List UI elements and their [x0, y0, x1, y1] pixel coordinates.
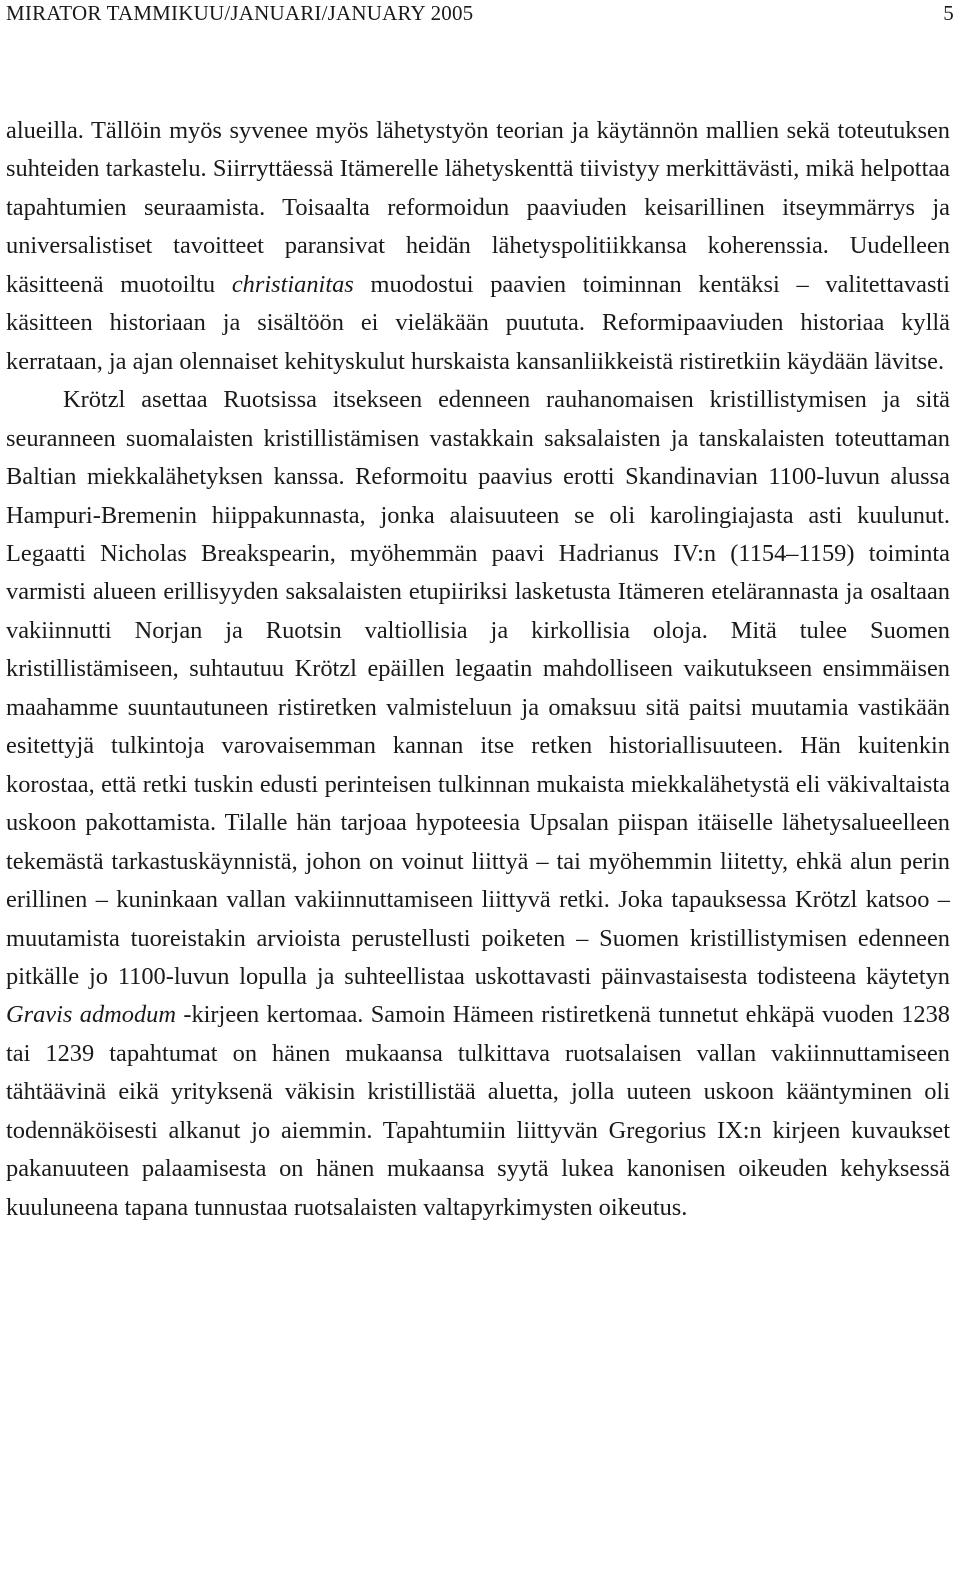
paragraph-2 [6, 381, 950, 1227]
italic-term: christianitas [231, 270, 354, 298]
text-segment: -kirjeen kertomaa. Samoin Hämeen ristiretkenä tunnetut ehkäpä vuoden 1238 tai 1239 tapahtumat on hänen mukaansa tulkittava ruotsalaisen vallan vakiinnuttamiseen tähtäävinä eikä yrityksenä väkisin kristillistää aluetta, jolla uuteen uskoon kääntyminen oli todennäköisesti alkanut jo aiemmin. Tapahtumiin liittyvän Gregorius IX:n kirjeen kuvaukset pakanuuteen palaamisesta on hänen mukaansa syytä lukea kanonisen oikeuden kehyksessä kuuluneena tapana tunnustaa ruotsalaisten valtapyrkimysten oikeutus. [6, 1001, 950, 1221]
article-body [6, 112, 950, 1227]
paragraph-1 [6, 112, 950, 381]
text-segment: Krötzl asettaa Ruotsissa itsekseen edenneen rauhanomaisen kristillistymisen ja sitä seuranneen suomalaisten kristillistämisen vastakkain saksalaisten ja tanskalaisten toteuttaman Baltian miekkalähetyksen kanssa. Reformoitu paavius erotti Skandinavian 1100-luvun alussa Hampuri-Bremenin hiippakunnasta, jonka alaisuuteen se oli karolingiajasta asti kuulunut. Legaatti Nicholas Breakspearin, myöhemmän paavi Hadrianus IV:n (1154–1159) toiminta varmisti alueen erillisyyden saksalaisten etupiiriksi lasketusta Itämeren etelärannasta ja osaltaan vakiinnutti Norjan ja Ruotsin valtiollisia ja kirkollisia oloja. Mitä tulee Suomen kristillistämiseen, suhtautuu Krötzl epäillen legaatin mahdolliseen vaikutukseen ensimmäisen maahamme suuntautuneen ristiretken valmisteluun ja omaksuu sitä paitsi muutamia vastikään esitettyjä tulkintoja varovaisemman kannan itse retken historiallisuuteen. Hän kuitenkin korostaa, että retki tuskin edusti perinteisen tulkinnan mukaista miekkalähetystä eli väkivaltaista uskoon pakottamista. Tilalle hän tarjoaa hypoteesia Upsalan piispan itäiselle lähetysalueelleen tekemästä tarkastuskäynnistä, johon on voinut liittyä – tai myöhemmin liitetty, ehkä alun perin erillinen – kuninkaan vallan vakiinnuttamiseen liittyvä retki. Joka tapauksessa Krötzl katsoo – muutamista tuoreistakin arvioista perustellusti poiketen – Suomen kristillistymisen edenneen pitkälle jo 1100-luvun lopulla ja suhteellistaa uskottavasti päinvastaisesta todisteena käytetyn [6, 386, 950, 990]
journal-title: MIRATOR TAMMIKUU/JANUARI/JANUARY 2005 [6, 1, 474, 25]
page-number: 5 [943, 1, 954, 25]
text-segment: alueilla. Tällöin myös syvenee myös lähetystyön teorian ja käytännön mallien sekä toteutuksen suhteiden tarkastelu. Siirryttäessä Itämerelle lähetyskenttä tiivistyy merkittävästi, mikä helpottaa tapahtumien seuraamista. Toisaalta reformoidun paaviuden keisarillinen itseymmärrys ja universalistiset tavoitteet paransivat heidän lähetyspolitiikkansa koherenssia. Uudelleen käsitteenä muotoiltu [6, 117, 950, 298]
italic-term: Gravis admodum [6, 1001, 176, 1029]
text-segment: muodostui paavien toiminnan kentäksi – valitettavasti käsitteen historiaan ja sisältöön ei vieläkään puututa. Reformipaaviuden historiaa kyllä kerrataan, ja ajan olennaiset kehityskulut hurskaista kansanliikkeistä ristiretkiin käydään lävitse. [6, 270, 950, 375]
running-header [6, 0, 954, 26]
